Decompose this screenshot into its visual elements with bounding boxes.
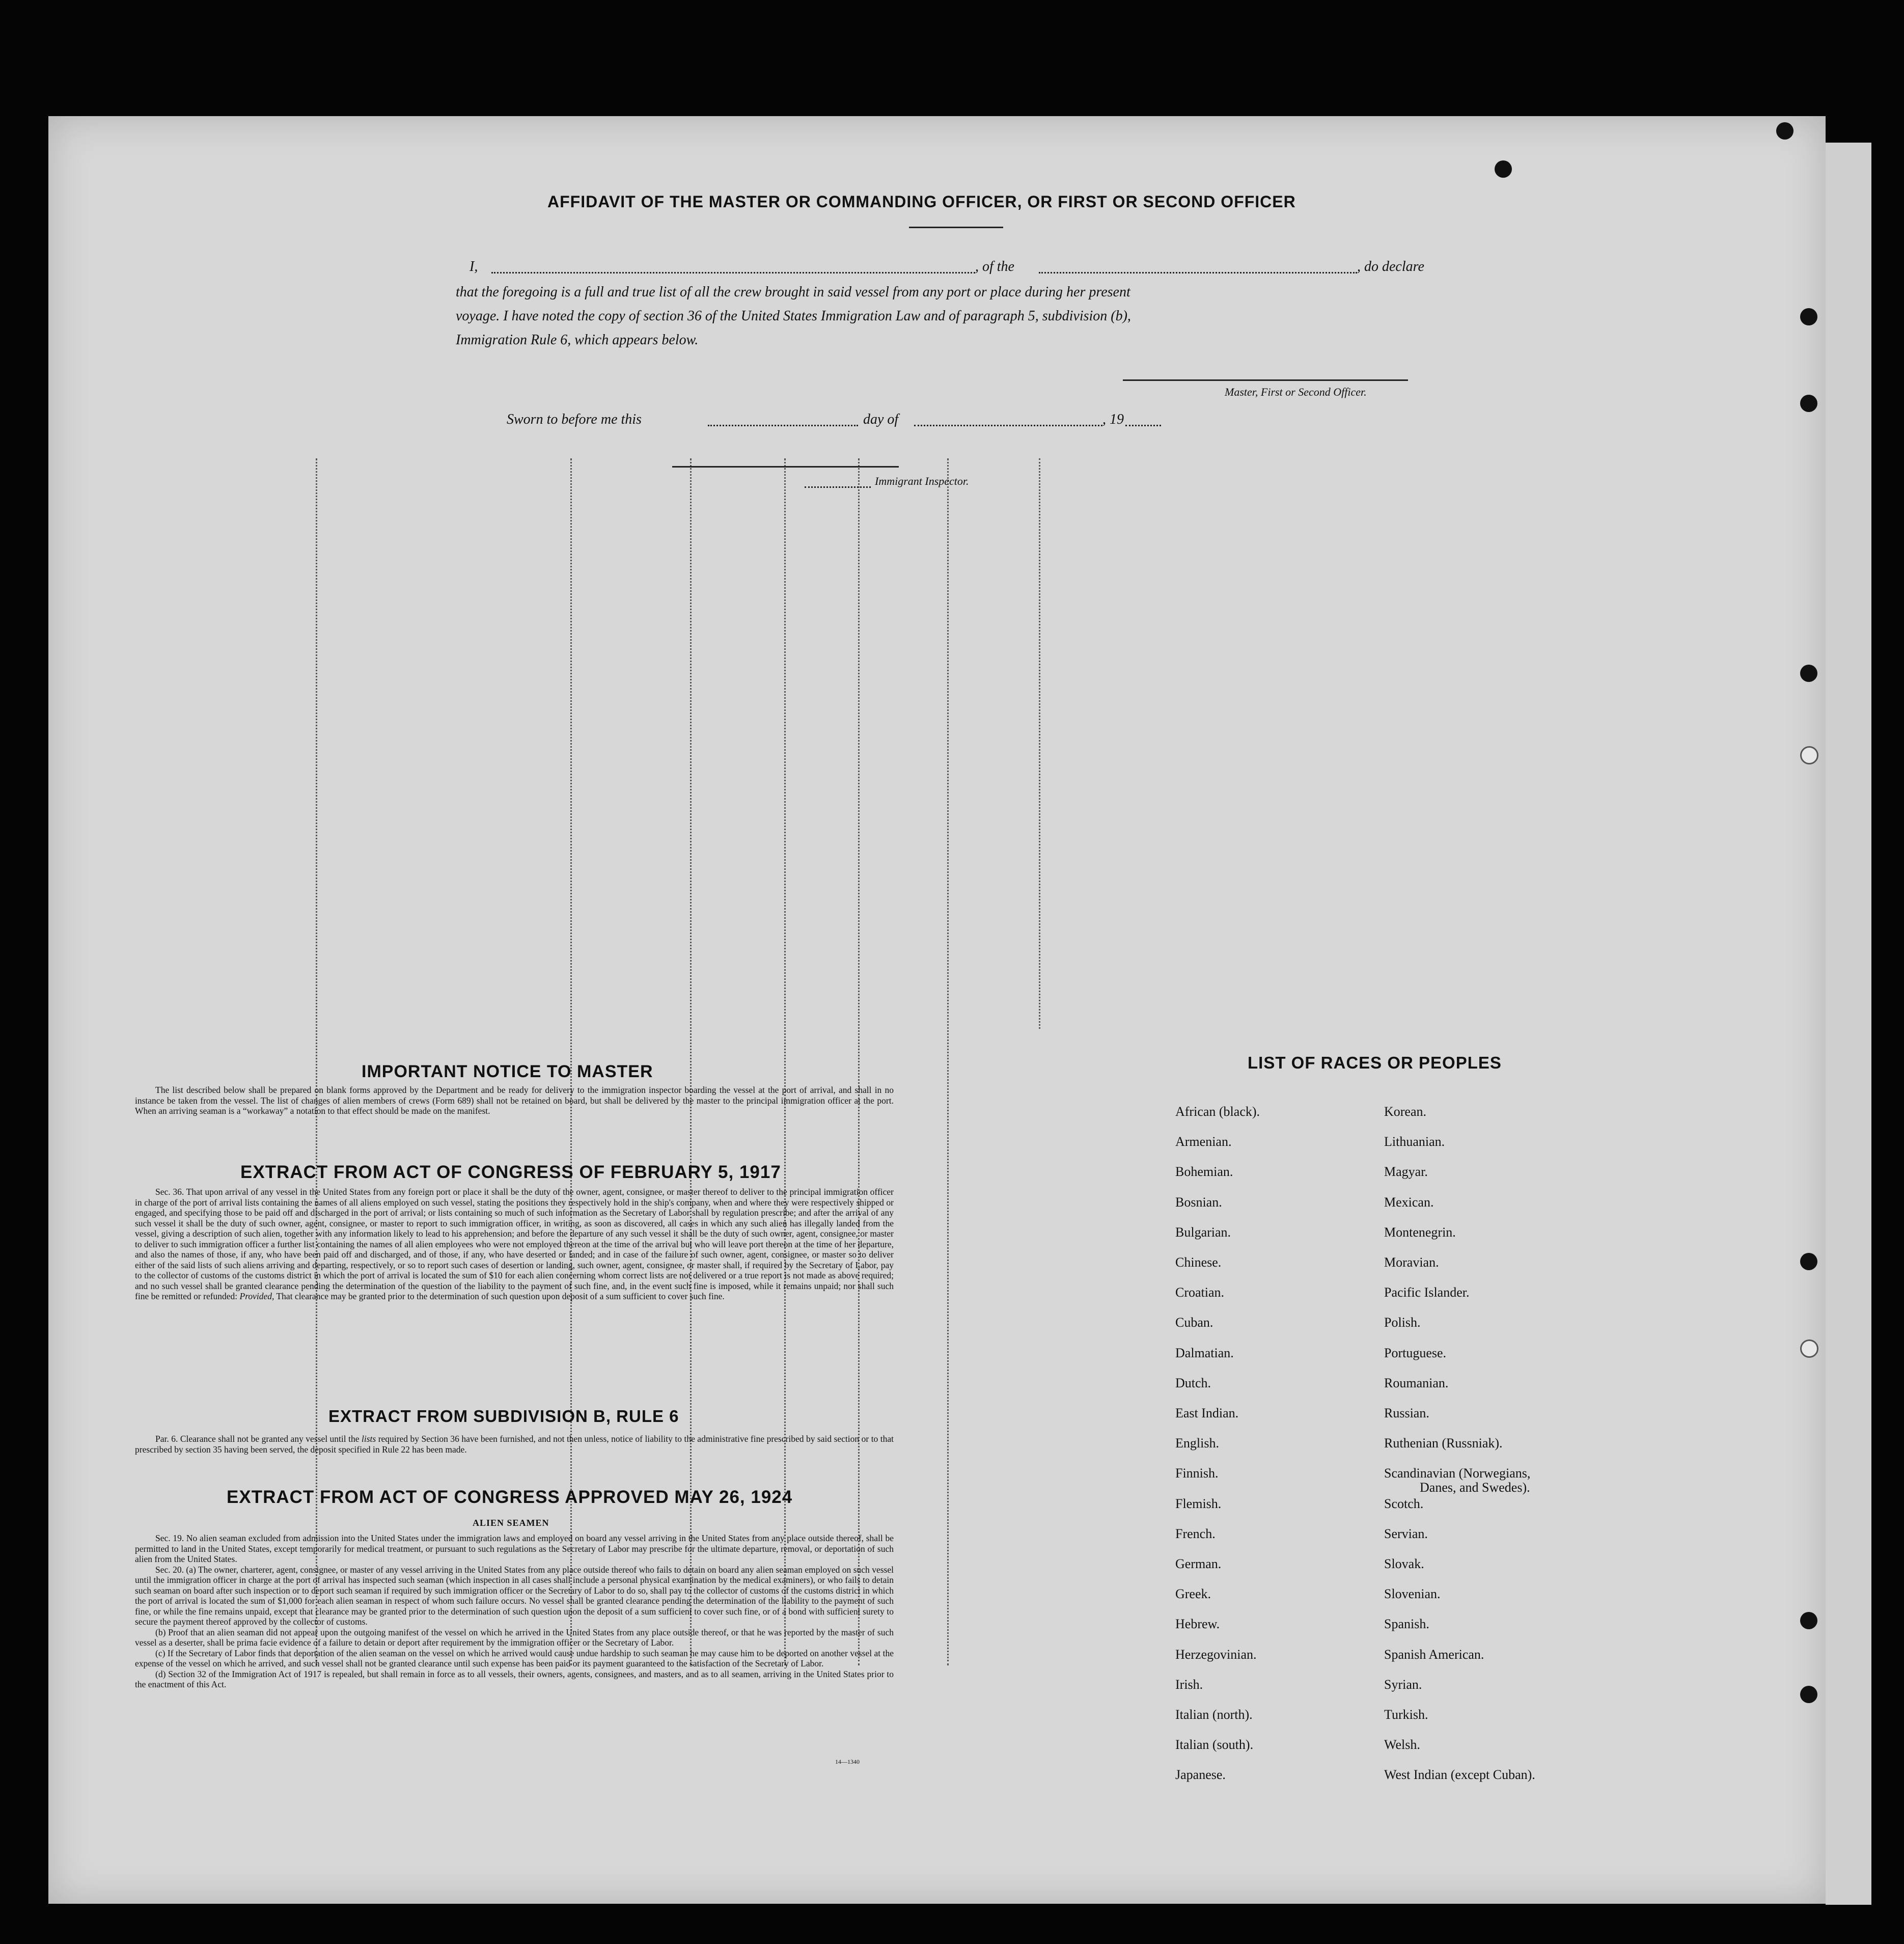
- race-item: Spanish American.: [1384, 1647, 1484, 1662]
- binder-hole-icon: [1800, 1686, 1817, 1703]
- race-item: Finnish.: [1175, 1466, 1219, 1481]
- signature-line[interactable]: [1123, 379, 1408, 381]
- affidavit-line-4: Immigration Rule 6, which appears below.: [456, 332, 699, 348]
- table-rule: [858, 458, 860, 1665]
- race-item: Syrian.: [1384, 1677, 1422, 1692]
- race-item: Greek.: [1175, 1586, 1211, 1602]
- binder-hole-icon: [1495, 160, 1512, 178]
- race-item: Croatian.: [1175, 1285, 1225, 1300]
- binder-hole-icon: [1776, 122, 1793, 140]
- race-item: Dutch.: [1175, 1375, 1211, 1390]
- race-item: Bulgarian.: [1175, 1224, 1231, 1240]
- sworn-year-field[interactable]: [1125, 425, 1161, 426]
- race-item: Hebrew.: [1175, 1617, 1220, 1632]
- races-title: LIST OF RACES OR PEOPLES: [1248, 1053, 1502, 1072]
- form-number: 14—1340: [835, 1758, 860, 1765]
- affidavit-of-the: , of the: [975, 259, 1014, 275]
- race-item: Italian (south).: [1175, 1737, 1254, 1753]
- race-item: Japanese.: [1175, 1767, 1226, 1783]
- race-item: Cuban.: [1175, 1315, 1213, 1330]
- sec-36-text-end: That clearance may be granted prior to the determination of such question upon deposit of a sum sufficient to cover such fine.: [276, 1291, 725, 1301]
- race-item: English.: [1175, 1436, 1219, 1451]
- sworn-day-field[interactable]: [708, 425, 858, 426]
- extract-1917-body: [135, 1187, 894, 1302]
- binder-hole-icon: [1800, 665, 1817, 682]
- race-item: West Indian (except Cuban).: [1384, 1767, 1535, 1783]
- table-rule: [1039, 458, 1040, 1029]
- sworn-month-field[interactable]: [914, 425, 1102, 426]
- inspector-name-field[interactable]: [805, 486, 871, 488]
- sec-20a-text: Sec. 20. (a) The owner, charterer, agent, consignee, or master of any vessel arriving in the United States from any place outside thereof who fails to detain on board any alien seaman employed on such vessel until the immigration officer in charge at the port of arrival has inspected such seaman (which inspection in all cases shall include a personal physical examination by the medical examiners), or who fails to detain such seaman on board after such inspection or to deport such seaman if required by such immigration officer or the Secretary of Labor to do so, shall pay to the collector of customs of the customs district in which the port of arrival is located the sum of $1,000 for each alien seaman in respect of whom such failure occurs. No vessel shall be granted clearance pending the determination of the liability to the payment of such fine, or while the fine remains unpaid, except that clearance may be granted prior to the determination of such question upon the deposit of a sum sufficient to cover such fine, or of a bond with sufficient surety to secure the payment thereof approved by the collector of customs.: [135, 1564, 894, 1627]
- race-item: Scotch.: [1384, 1496, 1424, 1511]
- race-item: Mexican.: [1384, 1194, 1434, 1210]
- table-rule: [947, 458, 949, 1665]
- inspector-signature-line[interactable]: [672, 466, 899, 468]
- title-rule: [909, 227, 1003, 228]
- race-item: Servian.: [1384, 1526, 1428, 1541]
- race-item: Korean.: [1384, 1104, 1427, 1119]
- sec-20b-text: (b) Proof that an alien seaman did not appear upon the outgoing manifest of the vessel on which he arrived in the United States from any place outside thereof, or that he was reported by the master of such vessel as a deserter, shall be prima facie evidence of a failure to detain or deport after requirement by the immigration officer or the Secretary of Labor.: [135, 1627, 894, 1648]
- race-item: Scandinavian (Norwegians,: [1384, 1466, 1531, 1481]
- vessel-name-field[interactable]: [1039, 272, 1357, 273]
- sec-36-label: Sec. 36.: [155, 1187, 184, 1197]
- race-item: Herzegovinian.: [1175, 1647, 1257, 1662]
- inspector-label: Immigrant Inspector.: [875, 475, 969, 487]
- race-item: Italian (north).: [1175, 1707, 1253, 1722]
- affidavit-line-2: that the foregoing is a full and true list of all the crew brought in said vessel from any port or place during her present: [456, 284, 1130, 300]
- affidavit-i: I,: [470, 259, 478, 275]
- rule-6-title: EXTRACT FROM SUBDIVISION B, RULE 6: [328, 1407, 679, 1426]
- race-item: Slovenian.: [1384, 1586, 1441, 1602]
- race-item: Chinese.: [1175, 1255, 1222, 1270]
- master-name-field[interactable]: [491, 272, 975, 273]
- race-item: French.: [1175, 1526, 1216, 1541]
- race-item: Magyar.: [1384, 1164, 1428, 1180]
- race-item: Dalmatian.: [1175, 1345, 1234, 1360]
- rule-6-body: [135, 1434, 894, 1455]
- race-item: East Indian.: [1175, 1406, 1239, 1420]
- binder-hole-icon: [1800, 395, 1817, 412]
- binder-hole-icon: [1800, 1339, 1818, 1358]
- sec-20d-text: (d) Section 32 of the Immigration Act of 1917 is repealed, but shall remain in force as to all vessels, their owners, agents, consignees, and masters, and as to all seamen, arriving in the United States prior to the enactment of this Act.: [135, 1668, 894, 1689]
- binder-hole-icon: [1800, 746, 1818, 764]
- race-item: Russian.: [1384, 1406, 1429, 1420]
- table-rule: [784, 458, 786, 1665]
- binder-hole-icon: [1800, 1253, 1817, 1270]
- extract-1924-body: [135, 1533, 894, 1690]
- table-rule: [690, 458, 692, 1665]
- underlying-sheet-edge: [1826, 143, 1871, 1905]
- race-item: Turkish.: [1384, 1707, 1428, 1722]
- race-item: Armenian.: [1175, 1134, 1232, 1149]
- race-item: Danes, and Swedes).: [1420, 1480, 1530, 1495]
- table-rule: [316, 458, 317, 1665]
- race-item: Spanish.: [1384, 1617, 1429, 1632]
- race-item: Portuguese.: [1384, 1345, 1447, 1360]
- race-item: Lithuanian.: [1384, 1134, 1445, 1149]
- race-item: Moravian.: [1384, 1255, 1439, 1270]
- notice-title: IMPORTANT NOTICE TO MASTER: [362, 1062, 653, 1081]
- signature-label: Master, First or Second Officer.: [1225, 386, 1367, 398]
- race-item: German.: [1175, 1556, 1222, 1571]
- sworn-before-label: Sworn to before me this: [507, 412, 642, 427]
- race-item: Slovak.: [1384, 1556, 1424, 1571]
- binder-hole-icon: [1800, 308, 1817, 325]
- race-item: Bosnian.: [1175, 1194, 1222, 1210]
- sec-20c-text: (c) If the Secretary of Labor finds that deportation of the alien seaman on the vessel on which he arrived would cause undue hardship to such seaman he may cause him to be deported on another vessel at the expense of the vessel on which he arrived, and such vessel shall not be granted clearance until such expense has been paid or its payment guaranteed to the satisfaction of the Secretary of Labor.: [135, 1648, 894, 1668]
- sec-36-text: That upon arrival of any vessel in the United States from any foreign port or place it shall be the duty of the owner, agent, consignee, or master thereof to deliver to the principal immigration officer in charge of the port of arrival lists containing the names of all aliens employed on such vessel, stating the positions they respectively hold in the ship's company, when and where they were respectively shipped or engaged, and specifying those to be paid off and discharged in the port of arrival; or lists containing so much of such information as the Secretary of Labor shall by regulation prescribe; and after the arrival of any such vessel it shall be the duty of such owner, agent, consignee, or master to report to such immigration officer, in writing, as soon as discovered, all cases in which any such alien has illegally landed from the vessel, giving a description of such alien, together with any information likely to lead to his apprehension; and before the departure of any such vessel it shall be the duty of such owner, agent, consignee, or master to deliver to such immigration officer a further list containing the names of all alien employees who were not employed thereon at the time of the arrival but who will leave port thereon at the time of her departure, and also the names of those, if any, who have been paid off and discharged, and of those, if any, who have deserted or landed; and in case of the failure of such owner, agent, consignee, or master so to deliver either of the said lists of such aliens arriving and departing, respectively, or so to report such cases of desertion or landing, such owner, agent, consignee, or master shall, if required by the Secretary of Labor, pay to the collector of customs of the customs district in which the port of arrival is located the sum of $10 for each alien concerning whom correct lists are not delivered or a true report is not made as above required; and no such vessel shall be granted clearance pending the determination of the question of the liability to the payment of such fine, and, in the event such fine is imposed, while it remains unpaid; nor shall such fine be remitted or refunded:: [135, 1187, 894, 1301]
- race-item: Roumanian.: [1384, 1375, 1449, 1390]
- day-of-label: day of: [863, 412, 899, 427]
- sec-19-text: Sec. 19. No alien seaman excluded from admission into the United States under the immigration laws and employed on board any vessel arriving in the United States from any place outside thereof, shall be permitted to land in the United States, except temporarily for medical treatment, or pursuant to such regulations as the Secretary of Labor may prescribe for the ultimate departure, removal, or deportation of such alien from the United States.: [135, 1533, 894, 1564]
- rule-6-text-b: required by Section 36 have been furnished, and not then unless, notice of liability to the administrative fine prescribed by said section or to that prescribed by section 35 having been served, the deposit specified in Rule 22 has been made.: [135, 1434, 894, 1455]
- race-item: Irish.: [1175, 1677, 1203, 1692]
- race-item: Pacific Islander.: [1384, 1285, 1470, 1300]
- race-item: Welsh.: [1384, 1737, 1420, 1753]
- race-item: Flemish.: [1175, 1496, 1222, 1511]
- year-prefix-label: , 19: [1102, 412, 1124, 427]
- race-item: Polish.: [1384, 1315, 1421, 1330]
- extract-1917-title: EXTRACT FROM ACT OF CONGRESS OF FEBRUARY 5, 1917: [240, 1162, 781, 1182]
- affidavit-declare: , do declare: [1357, 259, 1424, 275]
- provided-word: Provided,: [239, 1291, 274, 1301]
- alien-seamen-subtitle: ALIEN SEAMEN: [473, 1518, 549, 1528]
- notice-body: The list described below shall be prepared on blank forms approved by the Department and be ready for delivery to the immigration inspector boarding the vessel at the port of arrival, and shall in no instance be taken from the vessel. The list of changes of alien members of crews (Form 689) shall not be retained on board, but shall be delivered by the master to the principal immigration officer at the port. When an arriving seaman is a “workaway” a notation to that effect should be made on the manifest.: [135, 1085, 894, 1116]
- extract-1924-title: EXTRACT FROM ACT OF CONGRESS APPROVED MAY 26, 1924: [227, 1487, 793, 1507]
- affidavit-title: AFFIDAVIT OF THE MASTER OR COMMANDING OFFICER, OR FIRST OR SECOND OFFICER: [547, 193, 1296, 211]
- lists-word: lists: [361, 1434, 376, 1444]
- race-item: African (black).: [1175, 1104, 1260, 1119]
- race-item: Montenegrin.: [1384, 1224, 1456, 1240]
- race-item: Ruthenian (Russniak).: [1384, 1436, 1503, 1451]
- affidavit-line-3: voyage. I have noted the copy of section 36 of the United States Immigration Law and of paragraph 5, subdivision (b),: [456, 308, 1131, 324]
- rule-6-text-a: Par. 6. Clearance shall not be granted any vessel until the: [155, 1434, 360, 1444]
- binder-hole-icon: [1800, 1612, 1817, 1629]
- race-item: Bohemian.: [1175, 1164, 1233, 1180]
